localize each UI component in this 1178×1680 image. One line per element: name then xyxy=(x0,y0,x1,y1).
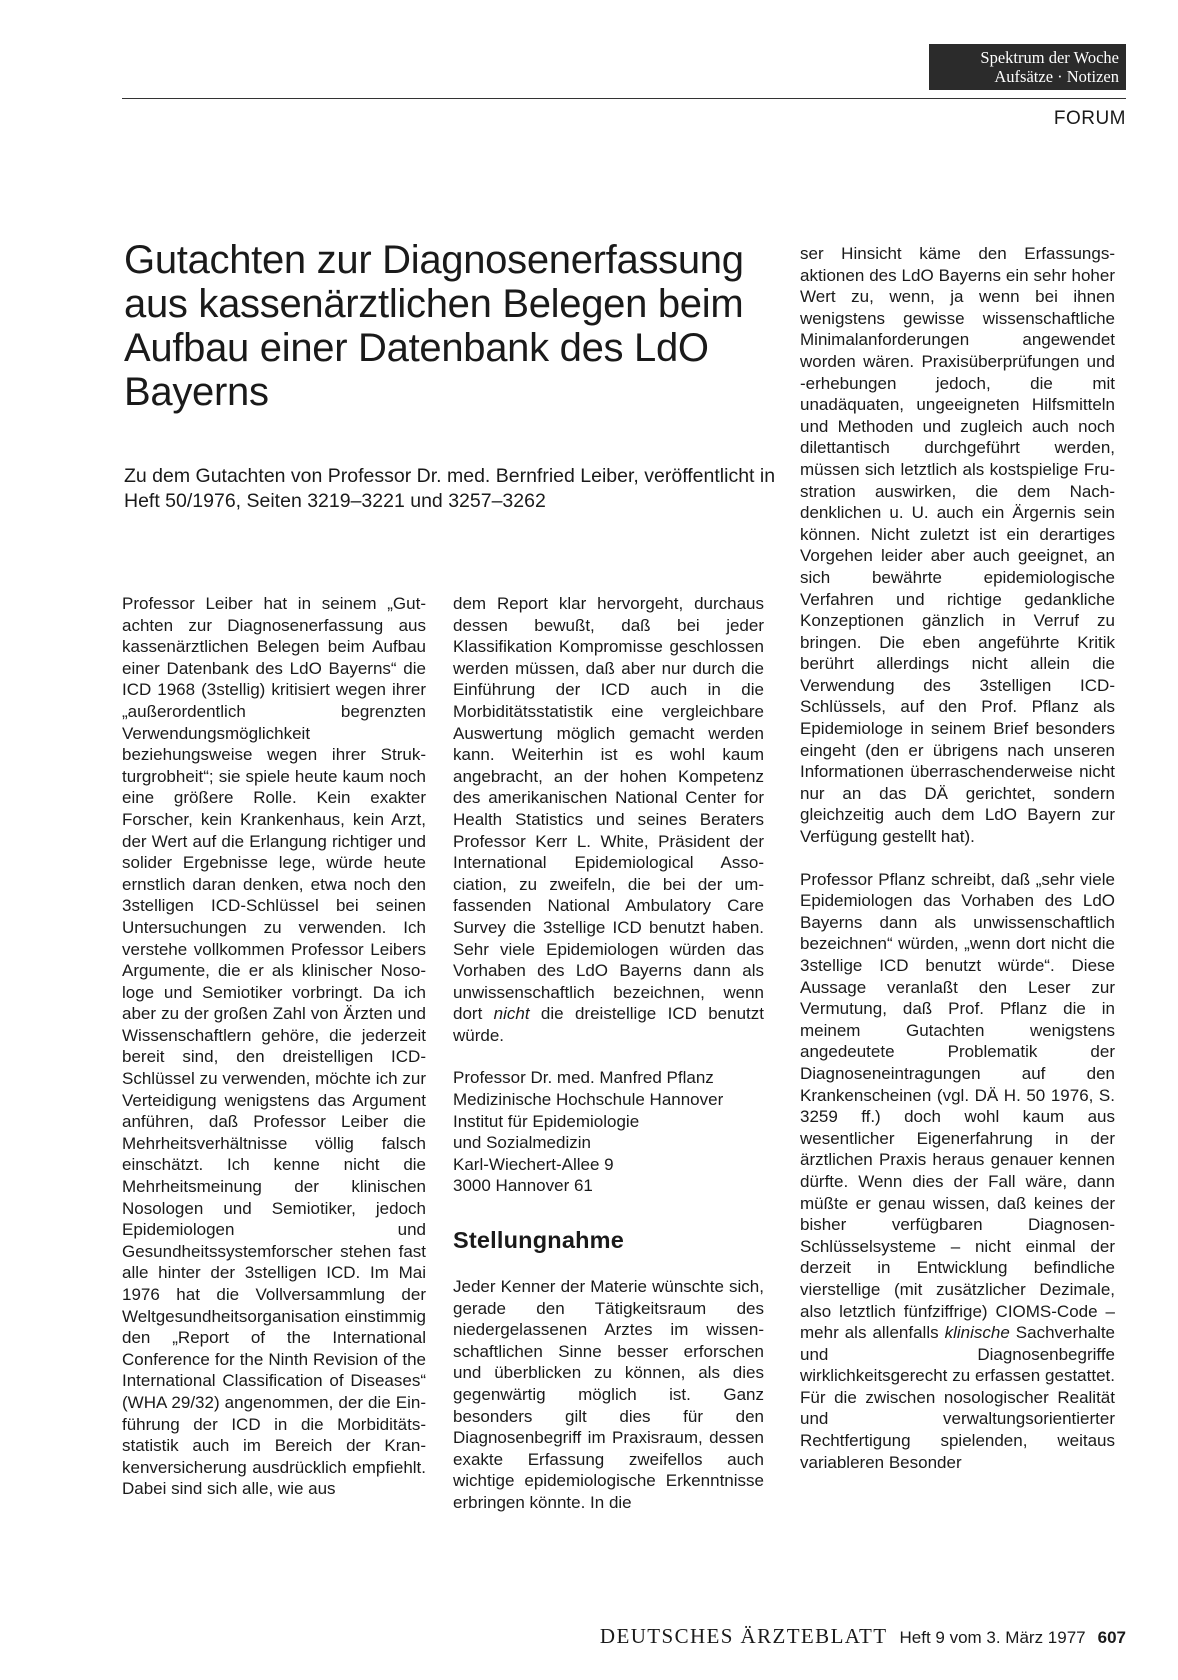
section-badge xyxy=(929,44,1126,90)
page-number: 607 xyxy=(1097,1628,1126,1647)
emphasis-klinische: klinische xyxy=(944,1323,1010,1343)
emphasis-nicht: nicht xyxy=(493,1004,530,1024)
letter-text-after-emphasis: die dreistellige ICD benutzt würde. xyxy=(453,1004,764,1045)
header-rule xyxy=(122,98,1126,99)
reply-text-before-emphasis: Professor Pflanz schreibt, daß „sehr viele Epidemiologen das Vorhaben des LdO Bayerns dann als unwissenschaftlich bezeichnen“ würden, „wenn dort nicht die 3stellige ICD benutzt würde“. Diese Aussage veranlaßt den Leser zur Vermutung, daß Prof. Pflanz die in meinem Gutachten wenigstens angedeutete Problematik der Diagnoseneintragungen auf den Krankenscheinen (vgl. DÄ H. 50 1976, S. 3259 ff.) doch wohl kaum aus wesentlicher Eigenerfahrung in der ärztlichen Praxis heraus genauer kennen dürfte. Wenn dies der Fall wäre, dann müßte er genau wissen, daß keines der bisher verfügbaren Diagnosen-Schlüsselsysteme – nicht einmal der derzeit in Entwicklung befindliche vierstellige (mit zusätzlicher Dezimale, also letztlich fünfziffrige) CIOMS-Code – mehr als allenfalls xyxy=(800,869,1115,1343)
article-subtitle: Zu dem Gutachten von Professor Dr. med. Bernfried Leiber, veröffentlicht in Heft 50/1976, Seiten 3219–3221 und 3257–3262 xyxy=(124,465,776,512)
column-1 xyxy=(122,593,426,1500)
reply-text-after-emphasis: Sachverhalte und Diagnosenbegriffe wirklichkeitsgerecht zu erfassen gestattet. Für die zwischen nosologischer Realität und verwaltungsorientierter Rechtfertigung spielenden, weitaus variableren Besonder xyxy=(800,1323,1115,1472)
reply-paragraph-1-continued: ser Hinsicht käme den Erfassungsaktionen des LdO Bayerns ein sehr hoher Wert zu, wenn, ja wenn bei ihnen wenigstens gewisse wissenschaftliche Minimalanforderungen angewendet worden wären. Praxisüberprüfungen und -erhebungen jedoch, die mit unadäquaten, ungeeigneten Hilfsmitteln und Methoden und zugleich auch noch dilettantisch durchgeführt werden, müssen sich letztlich als kostspielige Frustration auswirken, die dem Nachdenklichen u. U. auch ein Ärgernis sein können. Nicht zuletzt ist ein derartiges Vorgehen leider aber auch geeignet, an sich bewährte epidemiologische Verfahren und richtige gedankliche Konzeptionen gänzlich in Verruf zu bringen. Die eben angeführte Kritik berührt allerdings nicht allein die Verwendung des 3stelligen ICD-Schlüssels, auf den Prof. Pflanz als Epidemiologe in seinem Brief besonders eingeht (den er übrigens nach unseren Informationen überraschenderweise nicht nur an das DÄ gerichtet, sondern gleichzeitig auch dem LdO Bayern zur Verfügung gestellt hat). xyxy=(800,244,1115,847)
page-footer xyxy=(522,1624,1126,1649)
section-label: FORUM xyxy=(1053,108,1126,129)
author-department-2: und Sozialmedizin xyxy=(453,1133,591,1153)
author-address xyxy=(453,1067,764,1197)
journal-name: DEUTSCHES ÄRZTEBLATT xyxy=(599,1624,888,1648)
article-title: Gutachten zur Diagnosenerfassung aus kassenärztlichen Belegen beim Aufbau einer Datenbank des LdO Bayerns xyxy=(124,238,744,414)
letter-paragraph-1: Professor Leiber hat in seinem „Gutachten zur Diagnosenerfassung aus kassenärztlichen Belegen beim Aufbau einer Datenbank des LdO Bayerns“ die ICD 1968 (3stellig) kritisiert wegen ihrer „außerordentlich begrenzten Verwendungsmöglichkeit beziehungsweise wegen ihrer Strukturgrobheit“; sie spiele heute kaum noch eine größere Rolle. Kein exakter Forscher, kein Krankenhaus, kein Arzt, der Wert auf die Erlangung richtiger und solider Ergebnisse lege, würde heute ernstlich daran denken, etwa noch den 3stelligen ICD-Schlüssel bei seinen Untersuchungen zu verwenden. Ich verstehe vollkommen Professor Leibers Argumente, die er als klinischer Nosologe und Semiotiker vorbringt. Da ich aber zu der großen Zahl von Ärzten und Wissenschaftlern gehöre, die jederzeit bereit sind, den dreistelligen ICD-Schlüssel zu verwenden, möchte ich zur Verteidigung wenigstens das Argument anführen, daß Professor Leiber die Mehrheitsverhältnisse völlig falsch einschätzt. Ich kenne nicht die Mehrheitsmeinung der klinischen Nosologen und Semiotiker, jedoch Epidemiologen und Gesundheitssystemforscher stehen fast alle hinter der 3stelligen ICD. Im Mai 1976 hat die Vollversammlung der Weltgesundheitsorganisation einstimmig den „Report of the International Conference for the Ninth Revision of the International Classification of Diseases“ (WHA 29/32) angenommen, der die Einführung der ICD in die Morbiditätsstatistik auch im Bereich der Krankenversicherung ausdrücklich empfiehlt. Dabei sind sich alle, wie aus xyxy=(122,594,426,1499)
author-institution: Medizinische Hochschule Hannover xyxy=(453,1090,724,1110)
reply-heading: Stellungnahme xyxy=(453,1227,625,1254)
column-2 xyxy=(453,593,764,1514)
author-city: 3000 Hannover 61 xyxy=(453,1176,593,1196)
badge-line-2: Aufsätze · Notizen xyxy=(994,67,1119,86)
letter-paragraph-2 xyxy=(453,593,764,1046)
badge-line-1: Spektrum der Woche xyxy=(980,48,1119,67)
reply-paragraph-1: Jeder Kenner der Materie wünschte sich, gerade den Tätigkeitsraum des niedergelassenen Arztes im wissenschaftlichen Sinne besser erforschen und überblicken zu können, als dies gegenwärtig möglich ist. Ganz besonders gilt dies für den Diagnosenbegriff im Praxisraum, dessen exakte Erfassung zweifellos auch wichtige epidemiologische Erkenntnisse erbringen könnte. In die xyxy=(453,1277,764,1512)
author-department-1: Institut für Epidemiologie xyxy=(453,1111,640,1131)
letter-text-before-emphasis: dem Report klar hervorgeht, durchaus dessen bewußt, daß bei jeder Klassifikation Kompromisse geschlossen werden müssen, daß aber nur durch die Einführung der ICD auch in die Morbiditätsstatistik eine vergleichbare Auswertung möglich gemacht werden kann. Weiterhin ist es wohl kaum angebracht, an der hohen Kompetenz des amerikanischen National Center for Health Statistics und seines Beraters Professor Kerr L. White, Präsident der International Epidemiological Association, zu zweifeln, die bei der umfassenden National Ambulatory Care Survey die 3stellige ICD benutzt haben. Sehr viele Epidemiologen würden das Vorhaben des LdO Bayerns dann als unwissenschaftlich bezeichnen, wenn dort xyxy=(453,594,764,1024)
reply-paragraph-2 xyxy=(800,869,1115,1474)
author-street: Karl-Wiechert-Allee 9 xyxy=(453,1154,614,1174)
column-3 xyxy=(800,243,1115,1473)
author-name: Professor Dr. med. Manfred Pflanz xyxy=(453,1068,714,1088)
issue-info: Heft 9 vom 3. März 1977 xyxy=(899,1628,1086,1647)
